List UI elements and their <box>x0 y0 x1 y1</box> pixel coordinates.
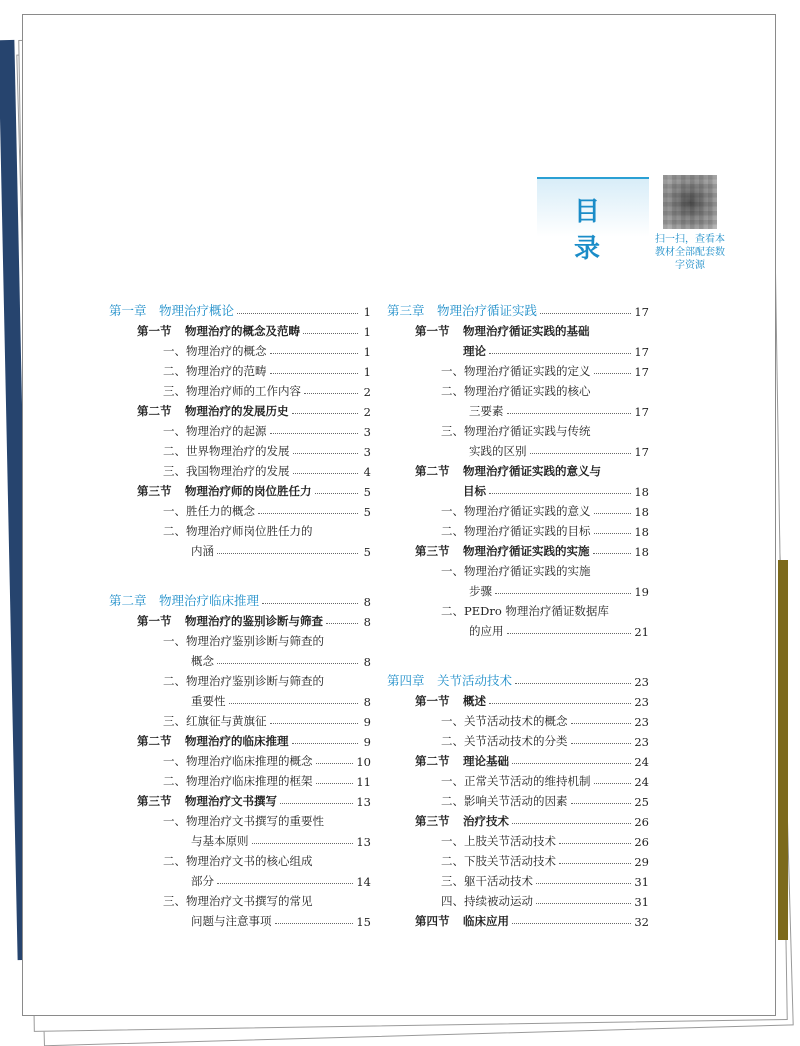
toc-section[interactable]: 第一节 物理治疗的概念及范畴 1 <box>137 324 371 339</box>
toc-item-continued[interactable]: 内涵 5 <box>191 544 371 559</box>
toc-chapter[interactable]: 第三章 物理治疗循证实践 17 <box>387 303 649 319</box>
toc-section[interactable]: 第二节 物理治疗的发展历史 2 <box>137 404 371 419</box>
toc-title-box <box>537 177 651 264</box>
toc-title: 目 录 <box>573 197 651 264</box>
toc-section[interactable]: 第一节 物理治疗的鉴别诊断与筛查 8 <box>137 614 371 629</box>
toc-chapter[interactable]: 第二章 物理治疗临床推理 8 <box>109 593 371 609</box>
toc-item-continued[interactable]: 与基本原则 13 <box>191 834 371 849</box>
toc-section-continued[interactable]: 目标 18 <box>463 484 649 499</box>
toc-item[interactable]: 二、物理治疗文书的核心组成 <box>163 854 313 868</box>
toc-item-continued[interactable]: 的应用 21 <box>469 624 649 639</box>
toc-item[interactable]: 三、物理治疗循证实践与传统 <box>441 424 591 438</box>
toc-item[interactable]: 一、物理治疗循证实践的意义 18 <box>441 504 649 519</box>
toc-item[interactable]: 三、物理治疗师的工作内容 2 <box>163 384 371 399</box>
toc-item[interactable]: 一、物理治疗临床推理的概念 10 <box>163 754 371 769</box>
toc-item-continued[interactable]: 部分 14 <box>191 874 371 889</box>
toc-item[interactable]: 二、物理治疗的范畴 1 <box>163 364 371 379</box>
toc-item-continued[interactable]: 实践的区别 17 <box>469 444 649 459</box>
toc-section[interactable]: 第一节 物理治疗循证实践的基础 <box>415 324 590 338</box>
toc-item[interactable]: 二、关节活动技术的分类 23 <box>441 734 649 749</box>
toc-section[interactable]: 第三节 物理治疗文书撰写 13 <box>137 794 371 809</box>
toc-item-continued[interactable]: 三要素 17 <box>469 404 649 419</box>
toc-item[interactable]: 二、PEDro 物理治疗循证数据库 <box>441 604 609 618</box>
toc-item[interactable]: 四、持续被动运动 31 <box>441 894 649 909</box>
toc-item-continued[interactable]: 步骤 19 <box>469 584 649 599</box>
qr-code-icon[interactable] <box>663 175 717 229</box>
toc-item[interactable]: 一、物理治疗的概念 1 <box>163 344 371 359</box>
toc-page <box>22 14 776 1016</box>
toc-chapter[interactable]: 第一章 物理治疗概论 1 <box>109 303 371 319</box>
toc-section[interactable]: 第三节 物理治疗师的岗位胜任力 5 <box>137 484 371 499</box>
toc-item[interactable]: 一、正常关节活动的维持机制 24 <box>441 774 649 789</box>
toc-chapter[interactable]: 第四章 关节活动技术 23 <box>387 673 649 689</box>
toc-section[interactable]: 第三节 物理治疗循证实践的实施 18 <box>415 544 649 559</box>
toc-right-column <box>387 299 649 929</box>
toc-item[interactable]: 一、上肢关节活动技术 26 <box>441 834 649 849</box>
toc-item[interactable]: 三、物理治疗文书撰写的常见 <box>163 894 313 908</box>
toc-item[interactable]: 三、红旗征与黄旗征 9 <box>163 714 371 729</box>
toc-item[interactable]: 二、影响关节活动的因素 25 <box>441 794 649 809</box>
toc-item-continued[interactable]: 问题与注意事项 15 <box>191 914 371 929</box>
toc-item[interactable]: 一、物理治疗鉴别诊断与筛查的 <box>163 634 324 648</box>
toc-section-continued[interactable]: 理论 17 <box>463 344 649 359</box>
toc-section[interactable]: 第二节 物理治疗的临床推理 9 <box>137 734 371 749</box>
toc-section[interactable]: 第二节 物理治疗循证实践的意义与 <box>415 464 601 478</box>
stacked-page-edge-gold <box>778 560 788 940</box>
toc-item[interactable]: 一、胜任力的概念 5 <box>163 504 371 519</box>
toc-section[interactable]: 第三节 治疗技术 26 <box>415 814 649 829</box>
qr-caption: 扫一扫，查看本教材全部配套数字资源 <box>655 234 725 271</box>
toc-section[interactable]: 第二节 理论基础 24 <box>415 754 649 769</box>
toc-item[interactable]: 一、物理治疗循证实践的实施 <box>441 564 591 578</box>
toc-item[interactable]: 二、物理治疗临床推理的框架 11 <box>163 774 371 789</box>
toc-item[interactable]: 一、关节活动技术的概念 23 <box>441 714 649 729</box>
toc-item[interactable]: 一、物理治疗循证实践的定义 17 <box>441 364 649 379</box>
toc-left-column <box>109 299 371 929</box>
toc-item[interactable]: 二、物理治疗循证实践的核心 <box>441 384 591 398</box>
toc-item[interactable]: 二、物理治疗鉴别诊断与筛查的 <box>163 674 324 688</box>
toc-item[interactable]: 二、世界物理治疗的发展 3 <box>163 444 371 459</box>
toc-item[interactable]: 二、下肢关节活动技术 29 <box>441 854 649 869</box>
toc-item[interactable]: 二、物理治疗师岗位胜任力的 <box>163 524 313 538</box>
toc-item[interactable]: 一、物理治疗的起源 3 <box>163 424 371 439</box>
toc-section[interactable]: 第一节 概述 23 <box>415 694 649 709</box>
toc-item-continued[interactable]: 概念 8 <box>191 654 371 669</box>
toc-item-continued[interactable]: 重要性 8 <box>191 694 371 709</box>
toc-item[interactable]: 二、物理治疗循证实践的目标 18 <box>441 524 649 539</box>
toc-section[interactable]: 第四节 临床应用 32 <box>415 914 649 929</box>
toc-item[interactable]: 一、物理治疗文书撰写的重要性 <box>163 814 324 828</box>
toc-item[interactable]: 三、我国物理治疗的发展 4 <box>163 464 371 479</box>
toc-item[interactable]: 三、躯干活动技术 31 <box>441 874 649 889</box>
